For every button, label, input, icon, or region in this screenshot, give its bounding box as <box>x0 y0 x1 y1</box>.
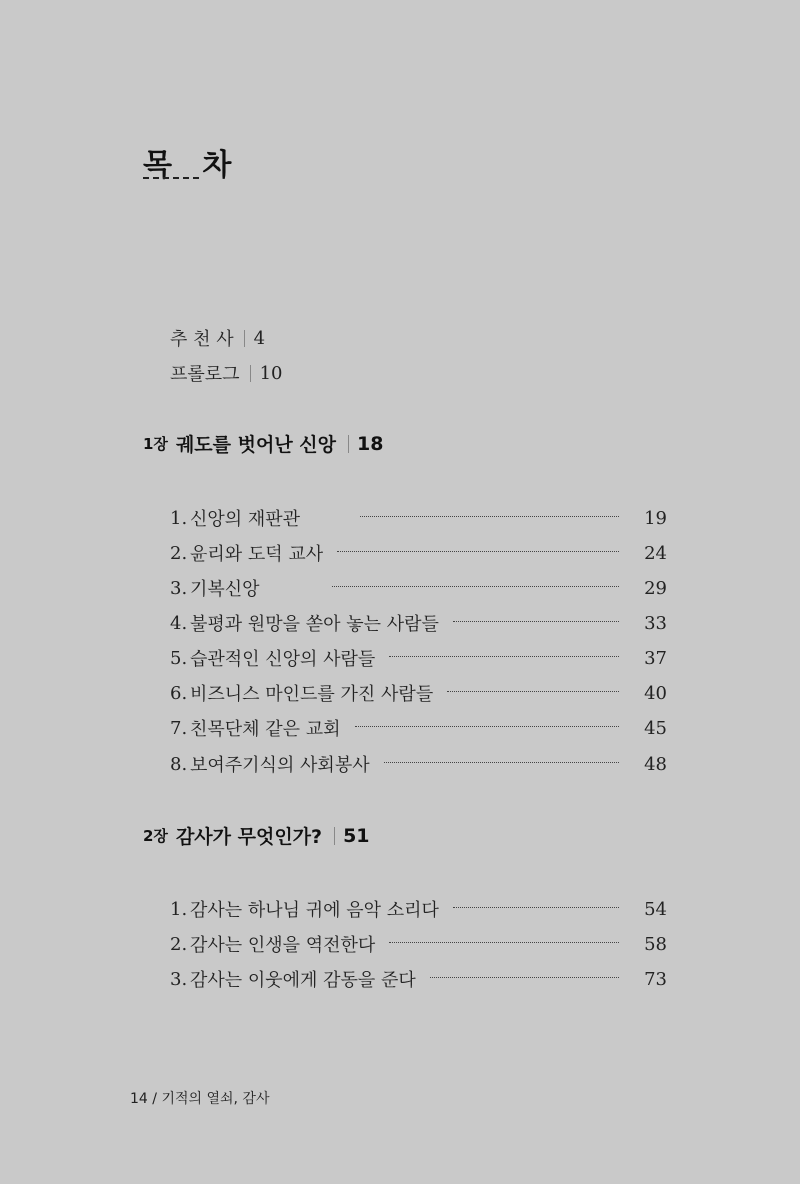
entry-number: 5. <box>170 647 188 669</box>
toc-entry[interactable] <box>170 715 667 741</box>
entry-page: 33 <box>644 612 667 634</box>
entry-number: 3. <box>170 577 188 599</box>
entry-label: 불평과 원망을 쏟아 놓는 사람들 <box>190 614 439 635</box>
toc-entry[interactable] <box>170 680 667 706</box>
entry-label: 친목단체 같은 교회 <box>190 719 341 740</box>
entry-number: 2. <box>170 542 188 564</box>
chapter-number: 2장 <box>143 827 168 845</box>
page-footer <box>130 1088 269 1108</box>
chapter-title: 감사가 무엇인가? <box>175 826 323 848</box>
entry-number: 8. <box>170 753 188 775</box>
separator-bar <box>334 827 335 845</box>
entry-page: 54 <box>644 898 667 920</box>
entry-label: 감사는 하나님 귀에 음악 소리다 <box>190 900 439 921</box>
entry-number: 1. <box>170 507 188 529</box>
dot-leader <box>447 691 619 692</box>
dot-leader <box>360 516 619 517</box>
separator-bar <box>250 365 251 382</box>
dot-leader <box>389 942 619 943</box>
chapter-number: 1장 <box>143 435 168 453</box>
entry-number: 4. <box>170 612 188 634</box>
entry-page: 58 <box>644 933 667 955</box>
entry-label: 비즈니스 마인드를 가진 사람들 <box>190 684 434 705</box>
separator-bar <box>244 330 245 347</box>
entry-number: 2. <box>170 933 188 955</box>
entry-page: 19 <box>644 507 667 529</box>
title-dashed-rule <box>143 177 199 179</box>
entry-page: 29 <box>644 577 667 599</box>
entry-label: 신앙의 재판관 <box>190 509 301 530</box>
entry-page: 37 <box>644 647 667 669</box>
dot-leader <box>332 586 619 587</box>
entry-label: 감사는 인생을 역전한다 <box>190 935 376 956</box>
toc-entry[interactable] <box>170 966 667 992</box>
toc-entry[interactable] <box>170 610 667 636</box>
footer-book-title: 기적의 열쇠, 감사 <box>161 1091 270 1107</box>
chapter-page: 18 <box>357 432 384 455</box>
toc-entry[interactable] <box>170 505 667 531</box>
toc-entry[interactable] <box>170 575 667 601</box>
dot-leader <box>430 977 619 978</box>
toc-entry[interactable] <box>170 645 667 671</box>
entry-page: 73 <box>644 968 667 990</box>
entry-page: 24 <box>644 542 667 564</box>
front-matter-label: 추 천 사 <box>170 329 234 350</box>
dot-leader <box>355 726 619 727</box>
separator-bar <box>348 435 349 453</box>
entry-label: 보여주기식의 사회봉사 <box>190 755 370 776</box>
chapter-heading[interactable] <box>143 430 383 457</box>
toc-title: 목 차 <box>143 148 242 183</box>
toc-entry[interactable] <box>170 931 667 957</box>
toc-entry[interactable] <box>170 896 667 922</box>
front-matter-page: 4 <box>253 327 266 349</box>
entry-label: 감사는 이웃에게 감동을 준다 <box>190 970 416 991</box>
chapter-heading[interactable] <box>143 822 370 849</box>
front-matter-item[interactable] <box>170 325 265 351</box>
footer-divider: / <box>152 1091 157 1107</box>
toc-entry[interactable] <box>170 751 667 777</box>
entry-label: 습관적인 신앙의 사람들 <box>190 649 376 670</box>
dot-leader <box>384 762 619 763</box>
front-matter-item[interactable] <box>170 360 282 386</box>
front-matter-label: 프롤로그 <box>170 364 240 385</box>
dot-leader <box>453 907 619 908</box>
dot-leader <box>453 621 619 622</box>
footer-page-number: 14 <box>130 1091 148 1107</box>
dot-leader <box>337 551 619 552</box>
entry-page: 40 <box>644 682 667 704</box>
entry-number: 1. <box>170 898 188 920</box>
chapter-title: 궤도를 벗어난 신앙 <box>175 434 336 456</box>
chapter-page: 51 <box>343 824 370 847</box>
entry-number: 6. <box>170 682 188 704</box>
toc-entry[interactable] <box>170 540 667 566</box>
entry-page: 48 <box>644 753 667 775</box>
front-matter-page: 10 <box>259 362 283 384</box>
entry-label: 기복신앙 <box>190 579 260 600</box>
entry-number: 7. <box>170 717 188 739</box>
entry-label: 윤리와 도덕 교사 <box>190 544 324 565</box>
dot-leader <box>389 656 619 657</box>
entry-page: 45 <box>644 717 667 739</box>
entry-number: 3. <box>170 968 188 990</box>
